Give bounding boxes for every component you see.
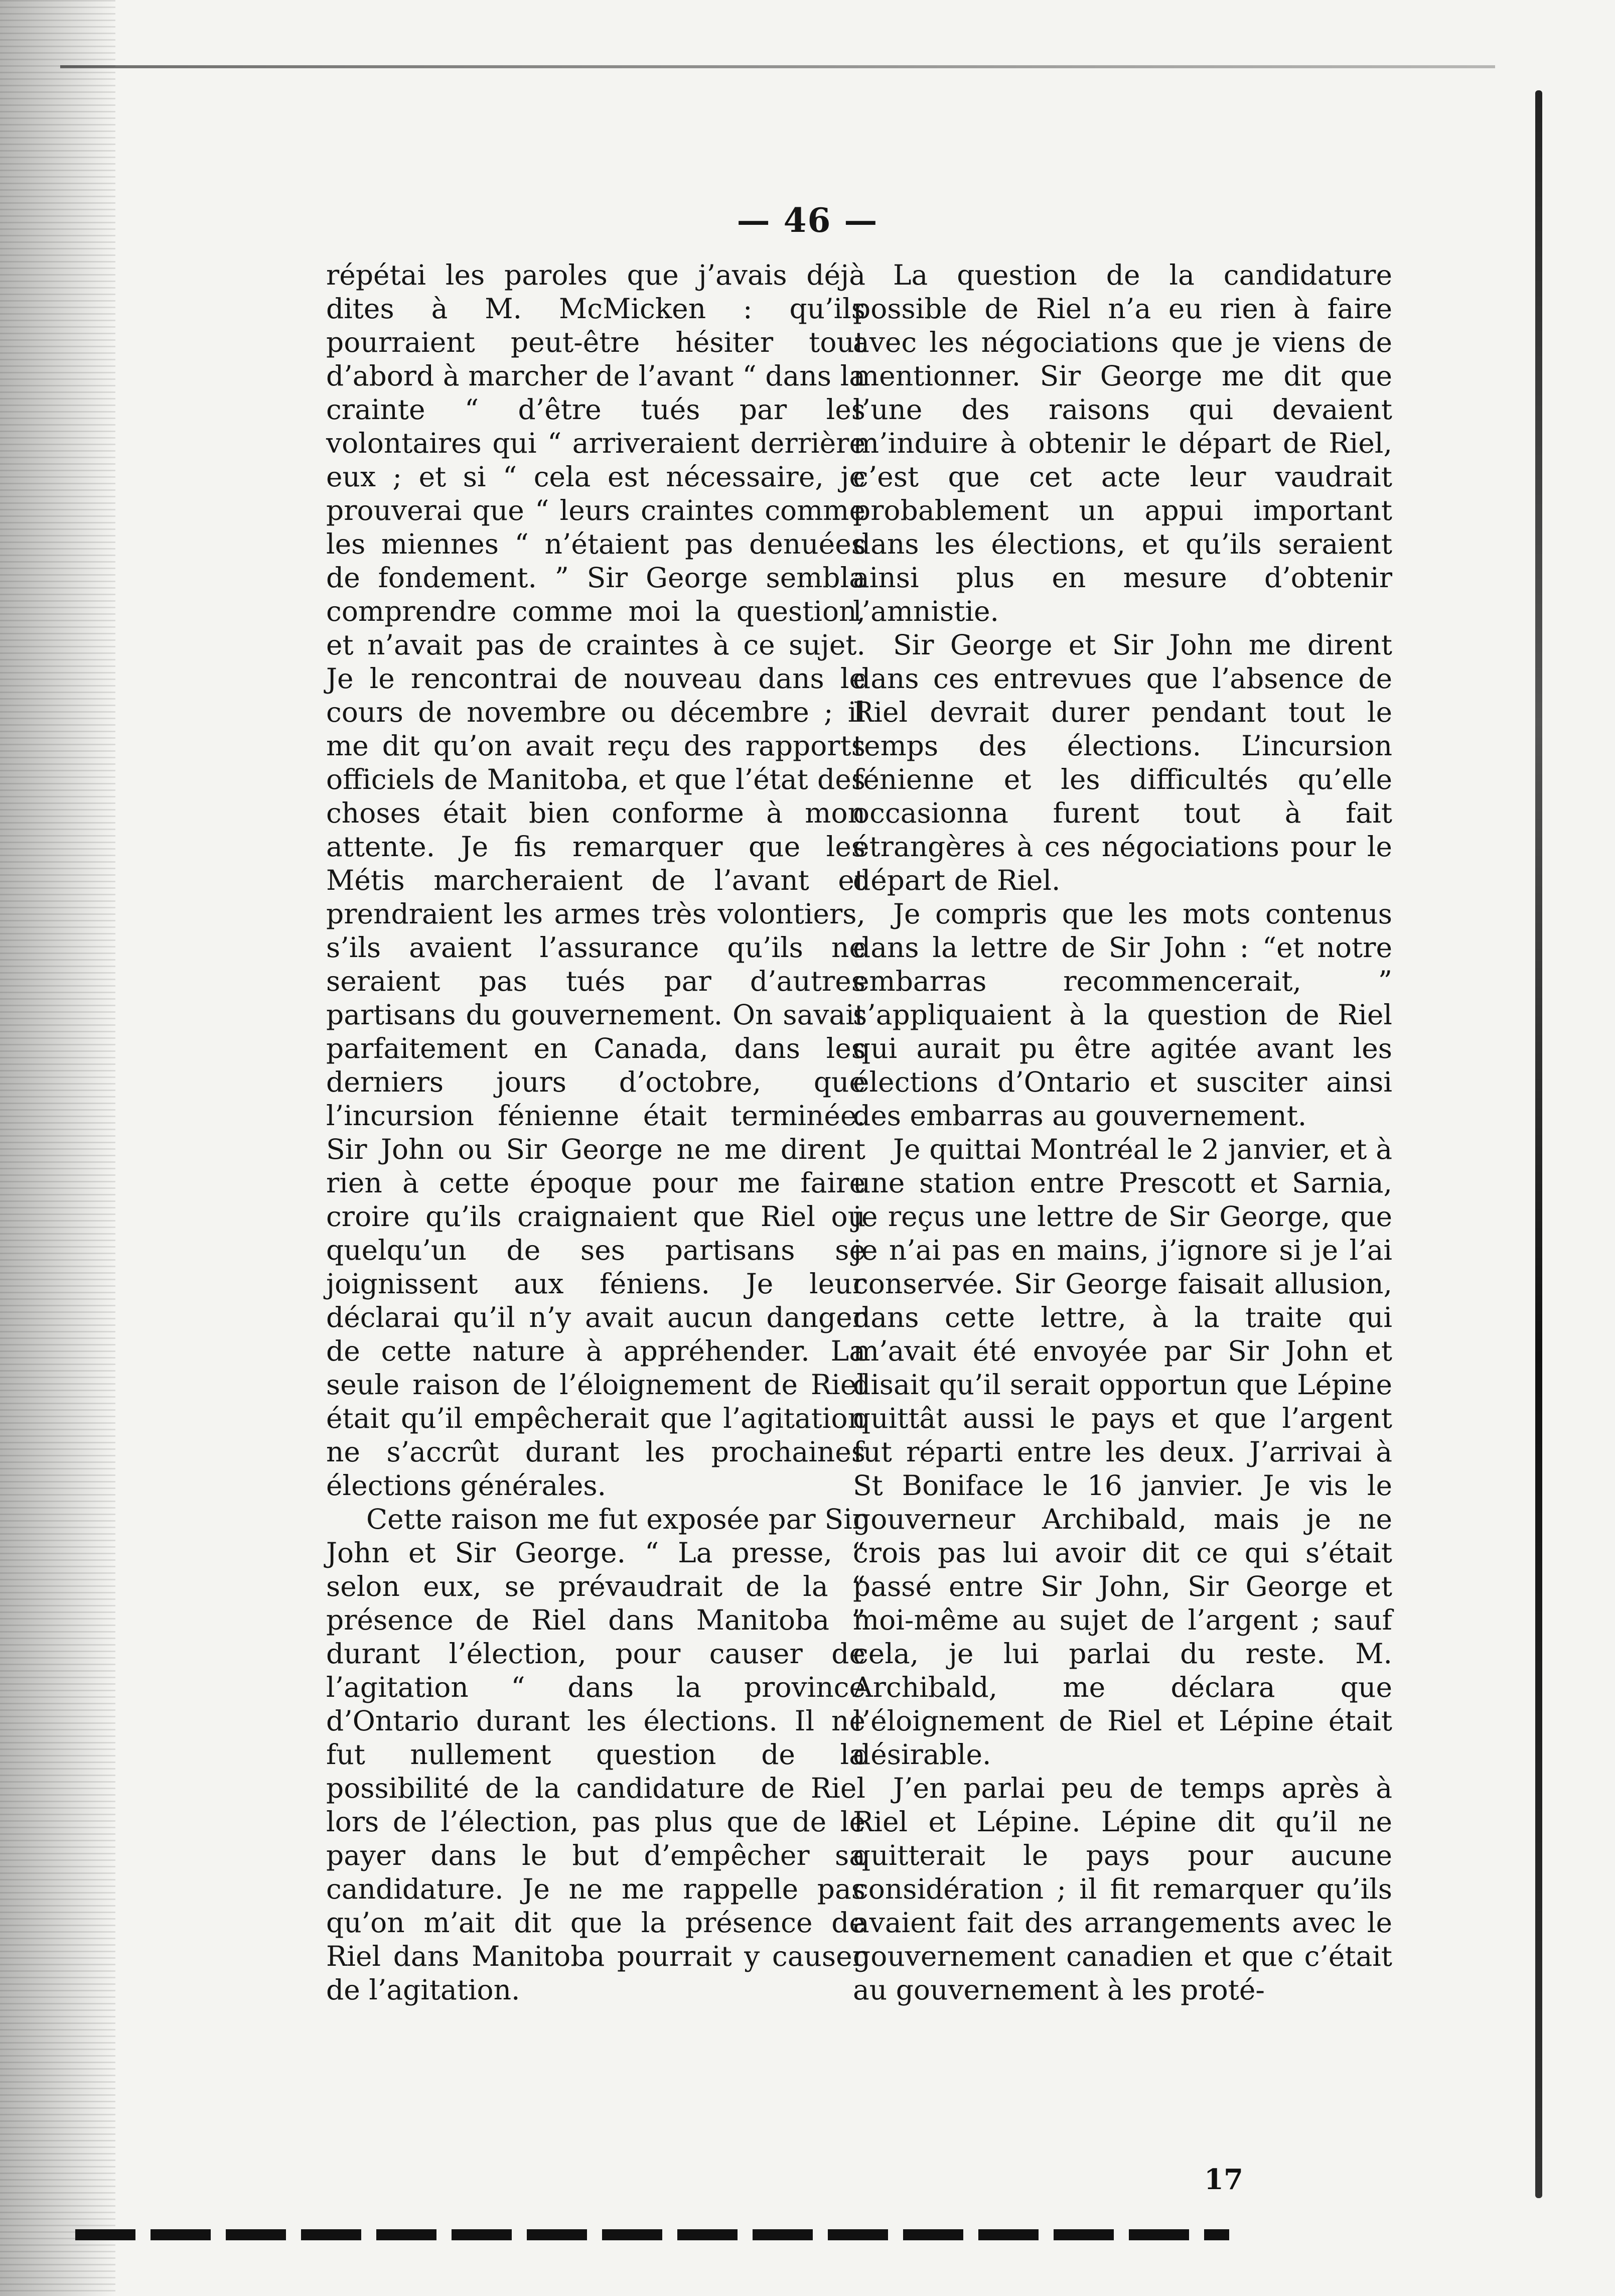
- paragraph: Je quittai Montréal le 2 janvier, et à une station entre Prescott et Sarnia, je reçus une lettre de Sir George, que je n’ai pas en mains, j’ignore si je l’ai conservée. Sir George faisait allusion, dans cette lettre, à la traite qui m’avait été envoyée par Sir John et disait qu’il serait opportun que Lépine quittât aussi le pays et que l’argent fut réparti entre les deux. J’arrivai à St Boniface le 16 janvier. Je vis le gouverneur Archibald, mais je ne crois pas lui avoir dit ce qui s’était passé entre Sir John, Sir George et moi-même au sujet de l’argent ; sauf cela, je lui parlai du reste. M. Archibald, me déclara que l’éloignement de Riel et Lépine était désirable.: [853, 1133, 1392, 1771]
- left-column: [326, 258, 865, 2007]
- paragraph: répétai les paroles que j’avais déjà dites à M. McMicken : qu’ils pourraient peut-être hésiter tout d’abord à marcher de l’avant “ dans la crainte “ d’être tués par les volontaires qui “ arriveraient derrière eux ; et si “ cela est nécessaire, je prouverai que “ leurs craintes comme les miennes “ n’étaient pas denuées de fondement. ” Sir George sembla comprendre comme moi la question, et n’avait pas de craintes à ce sujet. Je le rencontrai de nouveau dans le cours de novembre ou décembre ; il me dit qu’on avait reçu des rapports officiels de Manitoba, et que l’état des choses était bien conforme à mon attente. Je fis remarquer que les Métis marcheraient de l’avant et prendraient les armes très volontiers, s’ils avaient l’assurance qu’ils ne seraient pas tués par d’autres partisans du gouvernement. On savait parfaitement en Canada, dans les derniers jours d’octobre, que l’incursion fénienne était terminée. Sir John ou Sir George ne me dirent rien à cette époque pour me faire croire qu’ils craignaient que Riel ou quelqu’un de ses partisans se joignissent aux féniens. Je leur déclarai qu’il n’y avait aucun danger de cette nature à appréhender. La seule raison de l’éloignement de Riel était qu’il empêcherait que l’agitation ne s’accrût durant les prochaines élections générales.: [326, 259, 865, 1502]
- paragraph: Sir George et Sir John me dirent dans ces entrevues que l’absence de Riel devrait durer pendant tout le temps des élections. L’incursion fénienne et les difficultés qu’elle occasionna furent tout à fait étrangères à ces négociations pour le départ de Riel.: [853, 629, 1392, 896]
- binding-edge: [1535, 90, 1542, 2198]
- scan-top-edge: [60, 65, 1495, 68]
- scan-left-edge: [0, 0, 115, 2296]
- page-number: — 46 —: [737, 201, 878, 240]
- paragraph: J’en parlai peu de temps après à Riel et Lépine. Lépine dit qu’il ne quitterait le pays pour aucune considération ; il fit remarquer qu’ils avaient fait des arrangements avec le gouvernement canadien et que c’était au gouvernement à les proté-: [853, 1772, 1392, 2006]
- paragraph: Je compris que les mots contenus dans la lettre de Sir John : “et notre embarras recommencerait, ” s’appliquaient à la question de Riel qui aurait pu être agitée avant les élections d’Ontario et susciter ainsi des embarras au gouvernement.: [853, 898, 1392, 1132]
- paragraph: La question de la candidature possible de Riel n’a eu rien à faire avec les négociations que je viens de mentionner. Sir George me dit que l’une des raisons qui devaient m’induire à obtenir le départ de Riel, c’est que cet acte leur vaudrait probablement un appui important dans les élections, et qu’ils seraient ainsi plus en mesure d’obtenir l’amnistie.: [853, 259, 1392, 627]
- paragraph: Cette raison me fut exposée par Sir John et Sir George. “ La presse, “ selon eux, se prévaudrait de la “ présence de Riel dans Manitoba ” durant l’élection, pour causer de l’agitation “ dans la province d’Ontario durant les élections. Il ne fut nullement question de la possibilité de la candidature de Riel lors de l’élection, pas plus que de le payer dans le but d’empêcher sa candidature. Je ne me rappelle pas qu’on m’ait dit que la présence de Riel dans Manitoba pourrait y causer de l’agitation.: [326, 1503, 865, 2006]
- right-column: [853, 258, 1392, 2007]
- bottom-mark: 17: [1204, 2163, 1243, 2196]
- scan-bottom-edge: [75, 2229, 1229, 2240]
